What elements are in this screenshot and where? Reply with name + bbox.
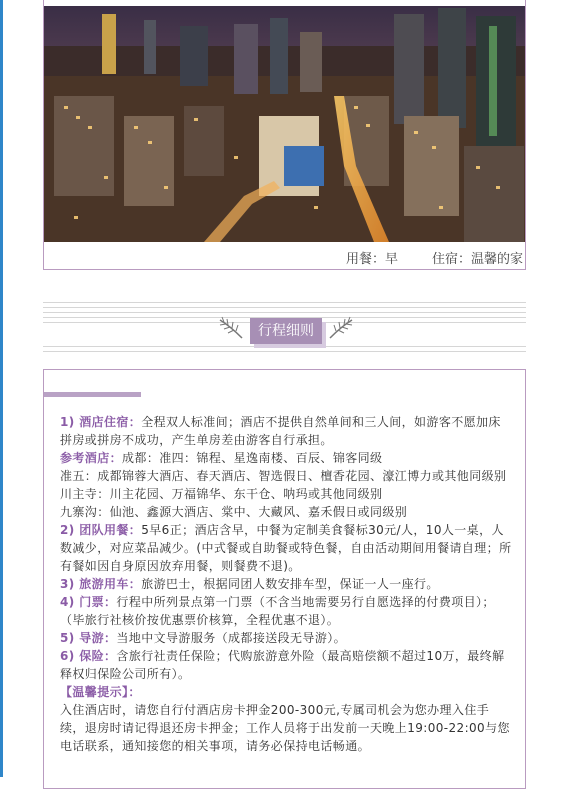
reference-chengdu: 成都：准四：锦程、星逸南楼、百辰、锦客同级 [122,451,383,465]
meal-and-stay-line [342,248,523,267]
tips-text: 入住酒店时，请您自行付酒店房卡押金200-300元,专属司机会为您办理入住手续，退房时请记得退还房卡押金；工作人员将于出发前一天晚上19:00-22:00与您电话联系，通知接您的相关事项，请务必保持电话畅通。 [60,703,510,753]
tips-heading-line [60,683,512,701]
section-heading [216,316,356,352]
hotel-text: 全程双人标准间；酒店不提供自然单间和三人间，如游客不愿加床拼房或拼房不成功，产生单房差由游客自行承担。 [60,415,501,447]
guide-paragraph [60,629,512,647]
car-paragraph [60,575,512,593]
city-night-photo [44,6,525,242]
insurance-paragraph [60,647,512,683]
reference-chuanzhu: 川主寺：川主花园、万福锦华、东干仓、呐玛或其他同级别 [60,487,383,501]
card-accent-bar [44,392,141,397]
hotel-paragraph [60,413,512,449]
sprig-left-icon [216,316,246,344]
details-content [60,413,512,755]
section-heading-label: 行程细则 [250,318,322,344]
meal-heading: 2) 团队用餐： [60,523,142,537]
reference-jiuzhai: 九寨沟：仙池、鑫源大酒店、棠中、大藏风、嘉禾假日或同级别 [60,505,408,519]
sprig-right-icon [326,316,356,344]
reference-hotels-line [60,449,512,467]
hotel-heading: 1) 酒店住宿： [60,415,142,429]
left-edge-strip [0,0,3,777]
car-text: 旅游巴士，根据同团人数安排车型，保证一人一座行。 [141,577,439,591]
itinerary-details-card [43,369,526,789]
ticket-paragraph [60,593,512,629]
stay-label: 住宿：温馨的家 [431,252,523,267]
meal-label: 用餐：早 [345,252,398,267]
meal-text: 5早6正；酒店含早，中餐为定制美食餐标30元/人，10人一桌，人数减少，对应菜品减少。(中式餐或自助餐或特色餐，自由活动期间用餐请自理；所有餐如因自身原因放弃用餐，则餐费不退)。 [60,523,512,573]
guide-text: 当地中文导游服务（成都接送段无导游）。 [116,631,347,645]
meal-paragraph [60,521,512,575]
ticket-text: 行程中所列景点第一门票（不含当地需要另行自愿选择的付费项目）；（毕旅行社核价按优惠票价核算，全程优惠不退）。 [60,595,495,627]
reference-hotels-heading: 参考酒店： [60,451,123,465]
reference-zhunwu: 准五：成都锦蓉大酒店、春天酒店、智选假日、檀香花园、濠江博力或其他同级别 [60,469,507,483]
insurance-text: 含旅行社责任保险；代购旅游意外险（最高赔偿额不超过10万，最终解释权归保险公司所有）。 [60,649,505,681]
day-photo-card [43,0,526,270]
ticket-heading: 4) 门票： [60,595,117,609]
tips-heading: 【温馨提示】： [60,685,141,699]
insurance-heading: 6) 保险： [60,649,117,663]
car-heading: 3) 旅游用车： [60,577,142,591]
guide-heading: 5) 导游： [60,631,117,645]
